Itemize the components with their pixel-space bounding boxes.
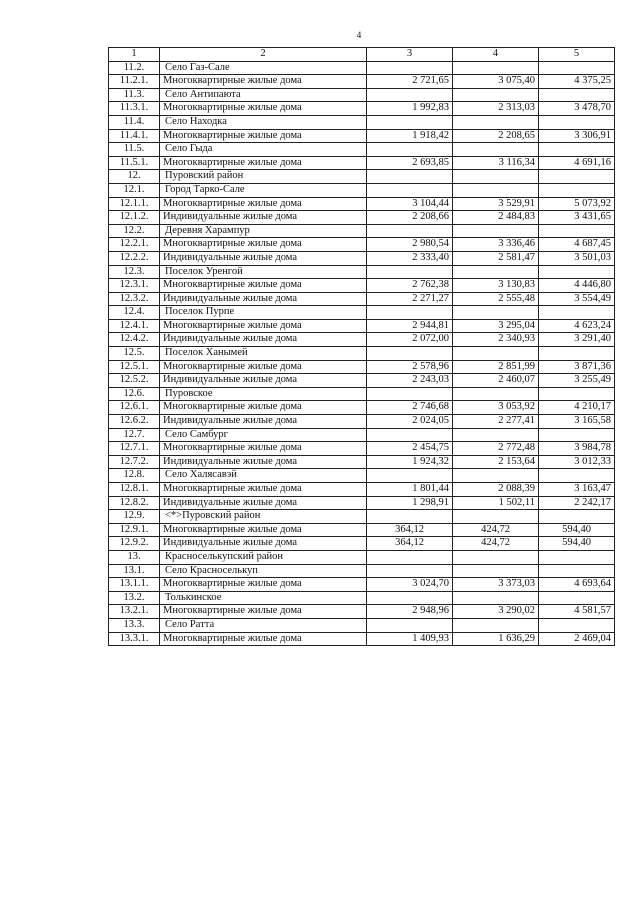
row-number-cell: 12.9.2. (109, 537, 160, 551)
value-col5-cell: 4 691,16 (539, 156, 615, 170)
section-row (109, 564, 615, 578)
row-number-cell: 12.3.1. (109, 279, 160, 293)
value-col4-cell: 2 313,03 (453, 102, 539, 116)
column-header: 5 (539, 48, 615, 62)
row-name-cell: Индивидуальные жилые дома (160, 292, 367, 306)
section-row (109, 618, 615, 632)
value-col4-cell: 3 053,92 (453, 401, 539, 415)
row-name-cell: Многоквартирные жилые дома (160, 238, 367, 252)
section-row (109, 469, 615, 483)
value-col4-cell (453, 428, 539, 442)
value-col3-cell: 2 243,03 (367, 374, 453, 388)
row-number-cell: 12.7.1. (109, 442, 160, 456)
row-name-cell: Село Антипаюта (160, 88, 367, 102)
value-col5-cell: 3 255,49 (539, 374, 615, 388)
value-col3-cell (367, 591, 453, 605)
value-col4-cell: 3 295,04 (453, 319, 539, 333)
value-col4-cell: 3 336,46 (453, 238, 539, 252)
value-col5-cell: 3 306,91 (539, 129, 615, 143)
value-col4-cell (453, 347, 539, 361)
table-row (109, 333, 615, 347)
value-col5-cell: 4 446,80 (539, 279, 615, 293)
table-row (109, 523, 615, 537)
row-name-cell: Индивидуальные жилые дома (160, 455, 367, 469)
table-row (109, 75, 615, 89)
table-row (109, 415, 615, 429)
row-number-cell: 12.2.2. (109, 251, 160, 265)
row-name-cell: Поселок Уренгой (160, 265, 367, 279)
row-number-cell: 12.9.1. (109, 523, 160, 537)
value-col4-cell (453, 61, 539, 75)
value-col4-cell: 424,72 (453, 523, 539, 537)
row-number-cell: 11.5. (109, 143, 160, 157)
value-col4-cell: 3 373,03 (453, 578, 539, 592)
value-col4-cell (453, 265, 539, 279)
value-col3-cell (367, 510, 453, 524)
value-col3-cell: 2 024,05 (367, 415, 453, 429)
row-name-cell: Индивидуальные жилые дома (160, 251, 367, 265)
section-row (109, 88, 615, 102)
value-col4-cell (453, 306, 539, 320)
value-col5-cell: 3 501,03 (539, 251, 615, 265)
row-number-cell: 12.8.1. (109, 483, 160, 497)
table-row (109, 401, 615, 415)
value-col4-cell (453, 591, 539, 605)
value-col3-cell (367, 183, 453, 197)
value-col4-cell: 2 484,83 (453, 211, 539, 225)
section-row (109, 306, 615, 320)
row-number-cell: 12.4.1. (109, 319, 160, 333)
value-col4-cell: 1 502,11 (453, 496, 539, 510)
row-number-cell: 11.2.1. (109, 75, 160, 89)
row-name-cell: Индивидуальные жилые дома (160, 496, 367, 510)
row-number-cell: 12.1. (109, 183, 160, 197)
row-number-cell: 12.9. (109, 510, 160, 524)
value-col3-cell (367, 265, 453, 279)
table-row (109, 442, 615, 456)
value-col3-cell: 1 409,93 (367, 632, 453, 646)
table-header-row (109, 48, 615, 62)
row-number-cell: 12.6.2. (109, 415, 160, 429)
row-name-cell: Многоквартирные жилые дома (160, 442, 367, 456)
table-row (109, 483, 615, 497)
value-col4-cell (453, 183, 539, 197)
value-col3-cell (367, 387, 453, 401)
row-number-cell: 12.4. (109, 306, 160, 320)
row-number-cell: 12.8. (109, 469, 160, 483)
value-col5-cell (539, 564, 615, 578)
value-col5-cell (539, 88, 615, 102)
row-number-cell: 11.5.1. (109, 156, 160, 170)
value-col5-cell (539, 143, 615, 157)
value-col5-cell (539, 591, 615, 605)
row-number-cell: 12.6.1. (109, 401, 160, 415)
row-number-cell: 13.2.1. (109, 605, 160, 619)
row-name-cell: Село Гыда (160, 143, 367, 157)
value-col5-cell (539, 265, 615, 279)
row-number-cell: 12.3. (109, 265, 160, 279)
value-col5-cell: 3 163,47 (539, 483, 615, 497)
row-name-cell: <*>Пуровский район (160, 510, 367, 524)
table-row (109, 374, 615, 388)
value-col5-cell (539, 183, 615, 197)
table-row (109, 496, 615, 510)
table-row (109, 578, 615, 592)
value-col4-cell (453, 115, 539, 129)
value-col3-cell: 2 693,85 (367, 156, 453, 170)
row-name-cell: Индивидуальные жилые дома (160, 374, 367, 388)
value-col3-cell (367, 306, 453, 320)
value-col5-cell: 2 469,04 (539, 632, 615, 646)
value-col3-cell: 2 944,81 (367, 319, 453, 333)
table-row (109, 455, 615, 469)
value-col3-cell: 2 271,27 (367, 292, 453, 306)
value-col3-cell (367, 224, 453, 238)
value-col4-cell (453, 88, 539, 102)
table-row (109, 129, 615, 143)
value-col5-cell: 3 871,36 (539, 360, 615, 374)
section-row (109, 224, 615, 238)
table-row (109, 197, 615, 211)
value-col5-cell: 594,40 (539, 537, 615, 551)
value-col4-cell: 2 581,47 (453, 251, 539, 265)
row-name-cell: Село Красноселькуп (160, 564, 367, 578)
row-number-cell: 12.5. (109, 347, 160, 361)
row-name-cell: Село Самбург (160, 428, 367, 442)
section-row (109, 170, 615, 184)
value-col5-cell: 4 687,45 (539, 238, 615, 252)
row-number-cell: 12.5.1. (109, 360, 160, 374)
value-col3-cell: 364,12 (367, 537, 453, 551)
row-number-cell: 12.5.2. (109, 374, 160, 388)
value-col3-cell: 1 298,91 (367, 496, 453, 510)
table-row (109, 632, 615, 646)
row-name-cell: Многоквартирные жилые дома (160, 319, 367, 333)
table-row (109, 279, 615, 293)
row-name-cell: Многоквартирные жилые дома (160, 483, 367, 497)
value-col5-cell: 4 623,24 (539, 319, 615, 333)
row-name-cell: Многоквартирные жилые дома (160, 401, 367, 415)
row-name-cell: Индивидуальные жилые дома (160, 333, 367, 347)
value-col5-cell (539, 170, 615, 184)
value-col4-cell (453, 510, 539, 524)
section-row (109, 591, 615, 605)
row-name-cell: Толькинское (160, 591, 367, 605)
value-col3-cell (367, 61, 453, 75)
value-col4-cell (453, 618, 539, 632)
row-name-cell: Пуровское (160, 387, 367, 401)
section-row (109, 115, 615, 129)
value-col3-cell: 3 024,70 (367, 578, 453, 592)
value-col5-cell (539, 61, 615, 75)
value-col5-cell (539, 224, 615, 238)
value-col3-cell: 2 721,65 (367, 75, 453, 89)
value-col4-cell: 2 555,48 (453, 292, 539, 306)
value-col3-cell: 2 072,00 (367, 333, 453, 347)
section-row (109, 61, 615, 75)
value-col5-cell (539, 550, 615, 564)
value-col3-cell: 2 578,96 (367, 360, 453, 374)
value-col3-cell (367, 115, 453, 129)
row-number-cell: 11.3.1. (109, 102, 160, 116)
value-col5-cell: 4 210,17 (539, 401, 615, 415)
row-number-cell: 13. (109, 550, 160, 564)
value-col5-cell (539, 387, 615, 401)
table-row (109, 319, 615, 333)
value-col5-cell: 2 242,17 (539, 496, 615, 510)
value-col3-cell: 1 924,32 (367, 455, 453, 469)
table-body (109, 48, 615, 646)
value-col5-cell: 3 431,65 (539, 211, 615, 225)
value-col4-cell: 2 277,41 (453, 415, 539, 429)
value-col5-cell (539, 428, 615, 442)
table-row (109, 251, 615, 265)
row-number-cell: 12.8.2. (109, 496, 160, 510)
value-col3-cell (367, 428, 453, 442)
value-col4-cell: 3 116,34 (453, 156, 539, 170)
section-row (109, 510, 615, 524)
column-header: 1 (109, 48, 160, 62)
value-col3-cell (367, 170, 453, 184)
row-number-cell: 13.1.1. (109, 578, 160, 592)
row-name-cell: Многоквартирные жилые дома (160, 523, 367, 537)
value-col3-cell: 2 333,40 (367, 251, 453, 265)
row-name-cell: Город Тарко-Сале (160, 183, 367, 197)
value-col3-cell (367, 618, 453, 632)
value-col3-cell (367, 347, 453, 361)
row-name-cell: Индивидуальные жилые дома (160, 211, 367, 225)
value-col5-cell (539, 618, 615, 632)
value-col4-cell: 2 772,48 (453, 442, 539, 456)
value-col3-cell: 364,12 (367, 523, 453, 537)
value-col3-cell: 2 208,66 (367, 211, 453, 225)
table-row (109, 102, 615, 116)
value-col4-cell: 2 208,65 (453, 129, 539, 143)
table-row (109, 292, 615, 306)
row-name-cell: Многоквартирные жилые дома (160, 129, 367, 143)
row-name-cell: Село Халясавэй (160, 469, 367, 483)
value-col3-cell: 2 948,96 (367, 605, 453, 619)
value-col4-cell: 2 088,39 (453, 483, 539, 497)
row-name-cell: Многоквартирные жилые дома (160, 360, 367, 374)
row-name-cell: Индивидуальные жилые дома (160, 415, 367, 429)
value-col5-cell (539, 469, 615, 483)
value-col5-cell: 4 693,64 (539, 578, 615, 592)
row-number-cell: 11.2. (109, 61, 160, 75)
row-name-cell: Многоквартирные жилые дома (160, 279, 367, 293)
row-number-cell: 12. (109, 170, 160, 184)
value-col4-cell: 3 529,91 (453, 197, 539, 211)
value-col5-cell: 3 291,40 (539, 333, 615, 347)
row-number-cell: 12.7. (109, 428, 160, 442)
row-number-cell: 11.3. (109, 88, 160, 102)
value-col4-cell: 2 153,64 (453, 455, 539, 469)
value-col4-cell (453, 550, 539, 564)
value-col3-cell: 3 104,44 (367, 197, 453, 211)
housing-cost-table (108, 47, 615, 646)
section-row (109, 183, 615, 197)
value-col4-cell: 2 460,07 (453, 374, 539, 388)
row-number-cell: 13.1. (109, 564, 160, 578)
row-number-cell: 12.2.1. (109, 238, 160, 252)
value-col4-cell: 424,72 (453, 537, 539, 551)
row-number-cell: 12.3.2. (109, 292, 160, 306)
value-col4-cell: 2 851,99 (453, 360, 539, 374)
value-col5-cell: 4 375,25 (539, 75, 615, 89)
row-name-cell: Село Находка (160, 115, 367, 129)
table-row (109, 156, 615, 170)
value-col5-cell (539, 306, 615, 320)
value-col5-cell: 3 478,70 (539, 102, 615, 116)
row-number-cell: 13.3.1. (109, 632, 160, 646)
column-header: 4 (453, 48, 539, 62)
row-number-cell: 11.4.1. (109, 129, 160, 143)
value-col4-cell (453, 469, 539, 483)
row-name-cell: Индивидуальные жилые дома (160, 537, 367, 551)
row-name-cell: Многоквартирные жилые дома (160, 156, 367, 170)
row-name-cell: Село Газ-Сале (160, 61, 367, 75)
value-col4-cell (453, 170, 539, 184)
row-number-cell: 11.4. (109, 115, 160, 129)
value-col5-cell: 3 554,49 (539, 292, 615, 306)
row-number-cell: 12.1.2. (109, 211, 160, 225)
row-number-cell: 12.6. (109, 387, 160, 401)
value-col3-cell (367, 143, 453, 157)
row-number-cell: 12.7.2. (109, 455, 160, 469)
row-number-cell: 12.2. (109, 224, 160, 238)
section-row (109, 550, 615, 564)
value-col5-cell: 5 073,92 (539, 197, 615, 211)
row-name-cell: Поселок Пурпе (160, 306, 367, 320)
row-name-cell: Многоквартирные жилые дома (160, 605, 367, 619)
value-col4-cell: 3 075,40 (453, 75, 539, 89)
value-col5-cell (539, 510, 615, 524)
value-col4-cell: 1 636,29 (453, 632, 539, 646)
value-col5-cell: 3 165,58 (539, 415, 615, 429)
value-col4-cell: 3 290,02 (453, 605, 539, 619)
value-col3-cell: 2 454,75 (367, 442, 453, 456)
row-name-cell: Многоквартирные жилые дома (160, 197, 367, 211)
value-col5-cell (539, 115, 615, 129)
table-row (109, 605, 615, 619)
table-row (109, 211, 615, 225)
section-row (109, 265, 615, 279)
row-number-cell: 12.4.2. (109, 333, 160, 347)
value-col4-cell: 2 340,93 (453, 333, 539, 347)
value-col5-cell: 3 984,78 (539, 442, 615, 456)
section-row (109, 347, 615, 361)
row-number-cell: 12.1.1. (109, 197, 160, 211)
section-row (109, 428, 615, 442)
row-number-cell: 13.3. (109, 618, 160, 632)
value-col3-cell: 1 918,42 (367, 129, 453, 143)
value-col3-cell: 1 801,44 (367, 483, 453, 497)
row-name-cell: Пуровский район (160, 170, 367, 184)
value-col3-cell: 1 992,83 (367, 102, 453, 116)
value-col3-cell (367, 550, 453, 564)
value-col5-cell: 4 581,57 (539, 605, 615, 619)
section-row (109, 387, 615, 401)
row-name-cell: Многоквартирные жилые дома (160, 75, 367, 89)
value-col3-cell (367, 88, 453, 102)
value-col5-cell: 3 012,33 (539, 455, 615, 469)
page-number: 4 (356, 30, 362, 40)
value-col4-cell: 3 130,83 (453, 279, 539, 293)
table-row (109, 360, 615, 374)
value-col4-cell (453, 387, 539, 401)
value-col5-cell: 594,40 (539, 523, 615, 537)
value-col3-cell (367, 564, 453, 578)
column-header: 2 (160, 48, 367, 62)
table-row (109, 537, 615, 551)
row-name-cell: Красноселькупский район (160, 550, 367, 564)
row-name-cell: Многоквартирные жилые дома (160, 578, 367, 592)
value-col5-cell (539, 347, 615, 361)
value-col4-cell (453, 224, 539, 238)
row-name-cell: Село Ратта (160, 618, 367, 632)
section-row (109, 143, 615, 157)
value-col4-cell (453, 143, 539, 157)
column-header: 3 (367, 48, 453, 62)
row-name-cell: Многоквартирные жилые дома (160, 632, 367, 646)
row-number-cell: 13.2. (109, 591, 160, 605)
value-col3-cell: 2 762,38 (367, 279, 453, 293)
row-name-cell: Поселок Ханымей (160, 347, 367, 361)
value-col3-cell: 2 980,54 (367, 238, 453, 252)
value-col3-cell (367, 469, 453, 483)
row-name-cell: Многоквартирные жилые дома (160, 102, 367, 116)
value-col3-cell: 2 746,68 (367, 401, 453, 415)
table-row (109, 238, 615, 252)
row-name-cell: Деревня Харампур (160, 224, 367, 238)
value-col4-cell (453, 564, 539, 578)
